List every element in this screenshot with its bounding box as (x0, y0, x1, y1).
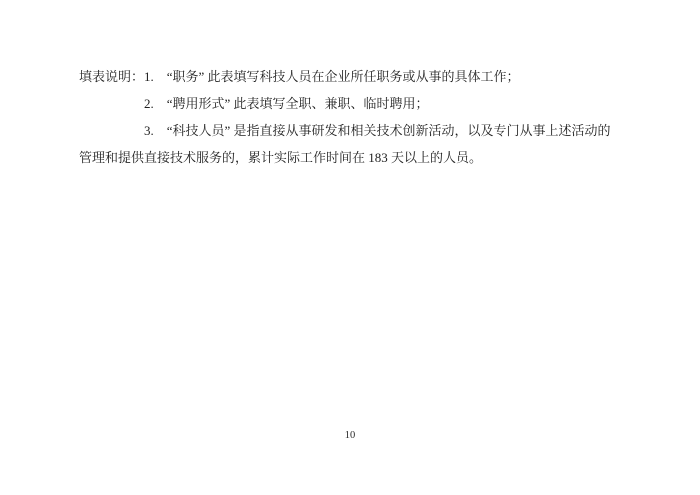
form-note-line-3: 3. “科技人员” 是指直接从事研发和相关技术创新活动，以及专门从事上述活动的 (144, 123, 611, 138)
form-notes (79, 63, 639, 171)
form-note-line-1: 填表说明：1. “职务” 此表填写科技人员在企业所任职务或从事的具体工作； (79, 69, 520, 84)
page-number: 10 (344, 430, 356, 441)
form-note-line-4: 管理和提供直接技术服务的，累计实际工作时间在 183 天以上的人员。 (79, 150, 483, 165)
form-note-line-2: 2. “聘用形式” 此表填写全职、兼职、临时聘用； (144, 96, 429, 111)
